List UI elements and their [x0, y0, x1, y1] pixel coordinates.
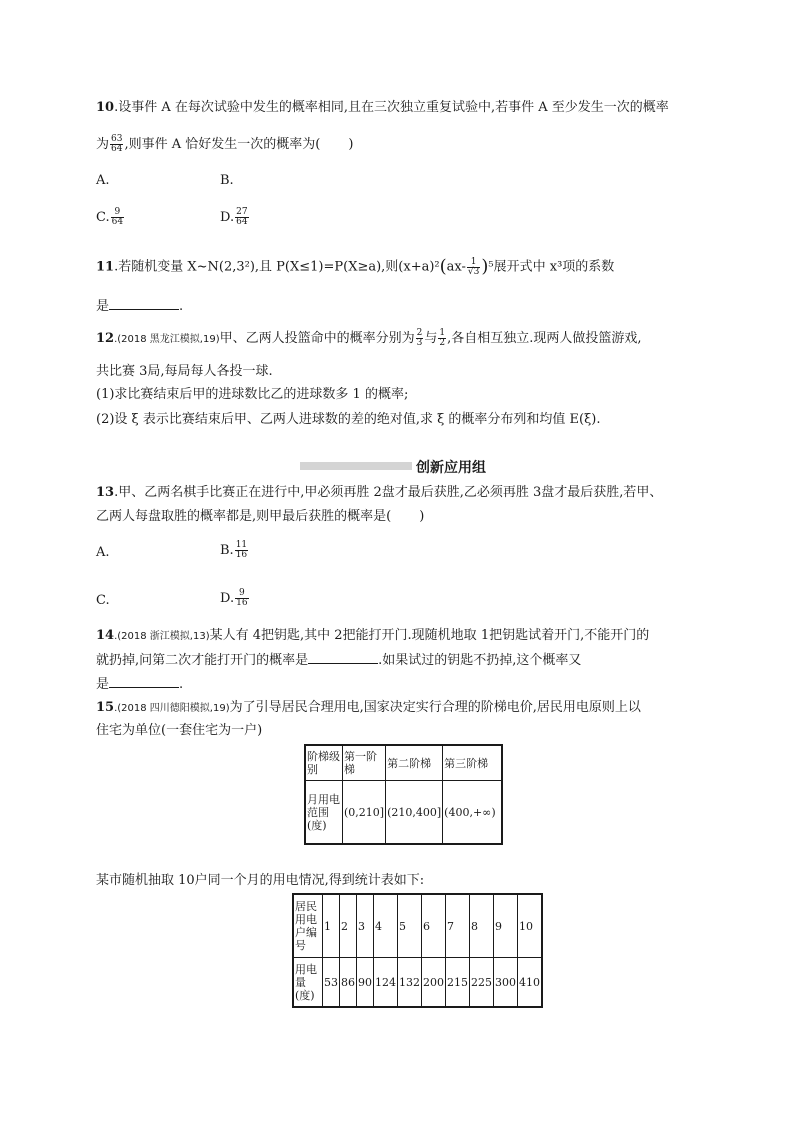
usage-row-label: 用电量(度): [293, 958, 323, 1008]
q10-option-c-den: 64: [111, 217, 124, 227]
q13-line2: [96, 509, 424, 525]
tiered-header-3: 第三阶梯: [443, 745, 503, 781]
q13-option-d-den: 16: [236, 598, 248, 608]
q10-frac-den: 64: [111, 144, 123, 154]
usage-header-id: 居民用电户编号: [293, 894, 323, 958]
q13-close-paren: ): [419, 509, 425, 524]
q15-intro2: 某市随机抽取 10户同一个月的用电情况,得到统计表如下:: [96, 873, 425, 888]
usage-table-id-row: [293, 894, 542, 958]
q13-number: 13: [96, 485, 115, 500]
q10-number: 10: [96, 100, 115, 115]
q14-answer-blank-2[interactable]: [109, 675, 179, 688]
section-bar: [300, 462, 412, 470]
q15-number: 15: [96, 700, 115, 715]
usage-value-cell: 53: [323, 958, 340, 1008]
q11-answer-blank[interactable]: [109, 297, 179, 310]
q14-text-2b: .如果试过的钥匙不扔掉,这个概率又: [378, 653, 582, 668]
usage-value-cell: 300: [494, 958, 518, 1008]
q10-option-d-fraction: [235, 208, 248, 227]
q10-option-d-num: 27: [236, 207, 248, 217]
tiered-header-1: 第一阶梯: [343, 745, 386, 781]
q10-close-paren: ): [348, 137, 354, 152]
q11-left-paren: (: [439, 256, 447, 277]
q10-option-b: B.: [220, 173, 234, 188]
q10-option-c-label: C.: [96, 210, 110, 225]
q12-frac2-num: 1: [439, 328, 446, 338]
q13-text-2: 乙两人每盘取胜的概率都是,则甲最后获胜的概率是(: [96, 509, 392, 524]
q10-option-d-label: D.: [220, 210, 235, 225]
tiered-header-level: 阶梯级别: [305, 745, 343, 781]
q13-option-b-fraction: [235, 541, 248, 560]
usage-table-value-row: [293, 958, 542, 1008]
q12-number: 12: [96, 331, 115, 346]
q13-text-1: .甲、乙两名棋手比赛正在进行中,甲必须再胜 2盘才最后获胜,乙必须再胜 3盘才最后获胜,若甲、: [114, 485, 663, 500]
q14-text-3: 是: [96, 677, 110, 692]
usage-id-cell: 10: [518, 894, 543, 958]
q10-frac-num: 63: [111, 134, 123, 144]
tiered-range-3: (400,+∞): [443, 781, 503, 845]
tiered-table-range-row: [305, 781, 502, 845]
q12-frac2-den: 2: [439, 338, 446, 348]
usage-value-cell: 410: [518, 958, 543, 1008]
q13-option-b-label: B.: [220, 543, 234, 558]
usage-value-cell: 200: [422, 958, 446, 1008]
q10-line1: [96, 100, 669, 116]
q12-text-mid: 与: [424, 331, 438, 346]
tiered-header-2: 第二阶梯: [386, 745, 443, 781]
usage-id-cell: 4: [374, 894, 398, 958]
usage-value-cell: 86: [340, 958, 357, 1008]
q12-part1: (1)求比赛结束后甲的进球数比乙的进球数多 1 的概率;: [96, 387, 409, 402]
q14-text-2a: 就扔掉,问第二次才能打开门的概率是: [96, 653, 309, 668]
usage-id-cell: 6: [422, 894, 446, 958]
q12-fraction-1: [416, 329, 424, 348]
q10-fraction: [110, 135, 123, 154]
q13-option-d: [220, 588, 250, 610]
usage-value-cell: 215: [446, 958, 470, 1008]
usage-id-cell: 5: [398, 894, 422, 958]
tiered-table-header-row: [305, 745, 502, 781]
q12-source: .(2018 黑龙江模拟,19): [114, 334, 220, 345]
q10-text-2a: 为: [96, 137, 110, 152]
q15-text-1: 为了引导居民合理用电,国家决定实行合理的阶梯电价,居民用电原则上以: [229, 700, 641, 715]
q11-text-1b: ⁵展开式中 x³项的系数: [488, 259, 615, 275]
section-title: 创新应用组: [416, 460, 486, 476]
q15-line1: [96, 700, 641, 717]
q10-text-2b: ,则事件 A 恰好发生一次的概率为(: [124, 137, 321, 152]
q11-text-2: 是: [96, 299, 110, 314]
q13-option-d-num: 9: [235, 589, 248, 599]
usage-id-cell: 1: [323, 894, 340, 958]
q11-line1: [96, 256, 614, 279]
q10-option-c-num: 9: [111, 208, 124, 218]
usage-id-cell: 7: [446, 894, 470, 958]
q10-option-c: [96, 207, 125, 229]
usage-table: [292, 893, 543, 1008]
q14-line2: [96, 651, 581, 669]
q14-number: 14: [96, 628, 115, 643]
q10-text-1: .设事件 A 在每次试验中发生的概率相同,且在三次独立重复试验中,若事件 A 至少发生一次的概率: [114, 100, 669, 115]
q10-option-d-den: 64: [236, 217, 248, 227]
q14-line3: 是 .: [96, 677, 184, 692]
usage-value-cell: 132: [398, 958, 422, 1008]
usage-id-cell: 8: [470, 894, 494, 958]
q13-option-a: A.: [96, 545, 110, 560]
q10-option-c-fraction: [111, 208, 124, 227]
q14-line1: [96, 628, 649, 645]
usage-id-cell: 2: [340, 894, 357, 958]
q12-text-1a: 甲、乙两人投篮命中的概率分别为: [219, 331, 415, 346]
q14-source: .(2018 浙江模拟,13): [114, 631, 210, 642]
q13-option-d-label: D.: [220, 591, 235, 606]
q10-line2: [96, 134, 353, 156]
q12-line1: [96, 328, 642, 351]
tiered-price-table: [304, 744, 503, 845]
q10-option-a: A.: [96, 173, 110, 188]
q12-frac1-den: 3: [416, 338, 423, 348]
q11-number: 11: [96, 259, 115, 275]
tiered-range-2: (210,400]: [386, 781, 443, 845]
q14-text-1: 某人有 4把钥匙,其中 2把能打开门.现随机地取 1把钥匙试着开门,不能开门的: [209, 628, 650, 643]
q12-part2: (2)设 ξ 表示比赛结束后甲、乙两人进球数的差的绝对值,求 ξ 的概率分布列和均值 E(ξ).: [96, 412, 601, 427]
q11-text-1a: .若随机变量 X~N(2,3²),且 P(X≤1)=P(X≥a),则(x+a)²: [114, 259, 440, 275]
q10-option-d: [220, 207, 250, 229]
q13-option-b-num: 11: [235, 540, 248, 550]
usage-id-cell: 3: [357, 894, 374, 958]
q12-frac1-num: 2: [416, 328, 423, 338]
usage-value-cell: 124: [374, 958, 398, 1008]
q11-frac-num: 1: [467, 258, 480, 268]
q13-line1: [96, 485, 662, 501]
q12-fraction-2: [438, 329, 446, 348]
q11-frac-den: √3: [467, 266, 480, 277]
q11-inner: ax-: [446, 259, 466, 275]
usage-value-cell: 90: [357, 958, 374, 1008]
q14-answer-blank-1[interactable]: [308, 651, 378, 664]
usage-id-cell: 9: [494, 894, 518, 958]
tiered-range-1: (0,210]: [343, 781, 386, 845]
q15-line2: 住宅为单位(一套住宅为一户): [96, 723, 263, 738]
q15-source: .(2018 四川德阳模拟,19): [114, 703, 230, 714]
q13-option-b-den: 16: [235, 550, 248, 560]
q13-option-c: C.: [96, 593, 110, 608]
q12-text-1b: ,各自相互独立.现两人做投篮游戏,: [447, 331, 642, 346]
q11-fraction: [467, 258, 480, 277]
q13-option-d-fraction: [235, 589, 248, 608]
q11-line2: 是 .: [96, 299, 184, 314]
usage-value-cell: 225: [470, 958, 494, 1008]
q12-line2: 共比赛 3局,每局每人各投一球.: [96, 364, 273, 379]
q11-right-paren: ): [481, 256, 489, 277]
tiered-row-label: 月用电范围(度): [305, 781, 343, 845]
q13-option-b: [220, 540, 249, 562]
